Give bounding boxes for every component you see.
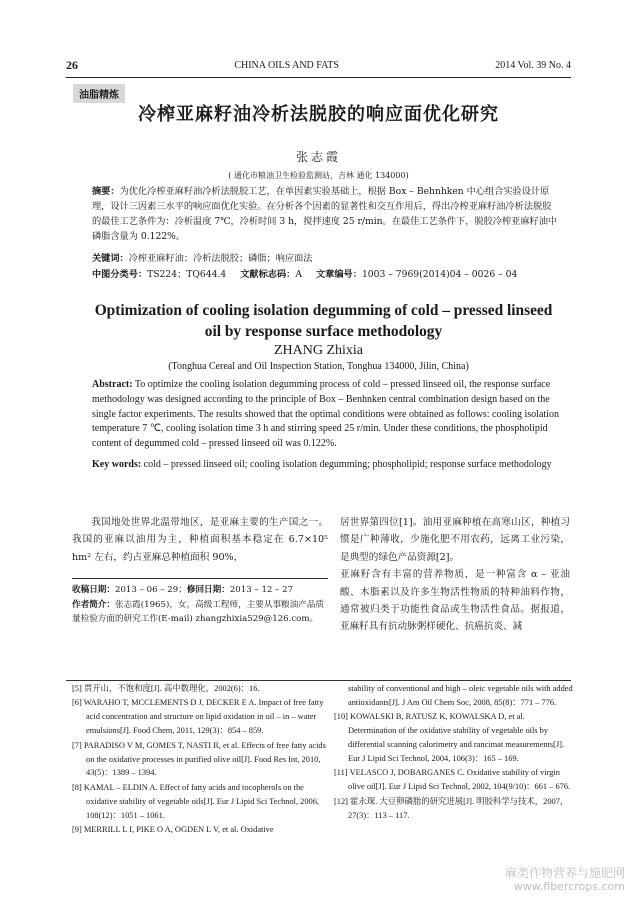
reference-item: [12] 霍永琛. 大豆卵磷脂的研究进展[J]. 明胶科学与技术，2007，27(3)：113 – 117. [334, 796, 569, 820]
running-header [66, 56, 571, 74]
chinese-abstract [92, 184, 559, 244]
article-no-value: 1003 – 7969(2014)04 – 0026 – 04 [361, 269, 518, 280]
reference-item: [9] MERRILL L I, PIKE O A, OGDEN L V, et al. Oxidative [72, 825, 274, 835]
english-keywords-label: Key words: [92, 459, 142, 470]
abstract-label: 摘要： [92, 186, 120, 197]
document-code [240, 266, 302, 280]
page-number: 26 [66, 57, 78, 72]
body-right-column: 居世界第四位[1]。油用亚麻种植在高寒山区，种植习惯是广种薄收，少施化肥不用农药，远离工业污染，是典型的绿色产品资源[2]。 亚麻籽含有丰富的营养物质，是一种富含 α – 亚油酸、木脂素以及许多生物活性物质的特种油料作物，通常被归类于功能性食品或生物活性食品。据报道，亚麻籽具有抗动脉粥样硬化、抗癌抗炎、减 [340, 517, 570, 633]
received-date: 2013 – 06 – 29； [114, 585, 187, 595]
chinese-keywords [92, 251, 559, 266]
revised-label: 修回日期： [186, 585, 230, 595]
author-bio-label: 作者简介： [72, 599, 115, 610]
references-left [72, 682, 330, 837]
reference-item: [7] PARADISO V M, GOMES T, NASTI R, et al. Effects of free fatty acids on the oxidative processes in purified olive oil[J]. Food Res Int, 2010, 43(5)：1389 – 1394. [72, 740, 326, 778]
footnote-rule [72, 578, 328, 579]
issue-info: 2014 Vol. 39 No. 4 [495, 59, 571, 71]
footnote [72, 583, 328, 627]
reference-item: stability of conventional and high – oleic vegetable oils with added antioxidants[J]. J Am Oil Chem Soc, 2008, 85(8)：771 – 776. [348, 684, 573, 707]
english-abstract-label: Abstract: [92, 379, 133, 390]
doc-code-label: 文献标志码： [240, 269, 296, 280]
journal-name: CHINA OILS AND FATS [234, 59, 339, 71]
section-tag: 油脂精炼 [73, 84, 125, 103]
english-author: ZHANG Zhixia [273, 343, 364, 358]
english-abstract-text: To optimize the cooling isolation degumming process of cold – pressed linseed oil, the response surface methodology was designed according to the principle of Box – Benhnken central combination design based on the single factor experiments. The results showed that the optimal conditions were obtained as follows: cooling isolation temperature 7 ℃, cooling isolation time 3 h and stirring speed 25 r/min. Under these conditions, the phospholipid content of degummed cold – pressed linseed oil was 0.122%. [92, 379, 559, 450]
references-rule [66, 680, 571, 681]
doc-code-value: A [295, 269, 302, 280]
references-right [334, 682, 574, 823]
reference-item: [11] VELASCO J, DOBARGANES C. Oxidative stability of virgin olive oil[J]. Eur J Lipid Sci Technol, 2002, 104(9/10)：661 – 676. [334, 768, 571, 792]
english-abstract [92, 378, 559, 452]
chinese-author: 张志霞 [295, 150, 341, 164]
keywords-text: 冷榨亚麻籽油；冷析法脱胶；磷脂；响应面法 [128, 253, 313, 264]
article-number [316, 266, 517, 280]
english-keywords [92, 458, 559, 473]
english-keywords-text: cold – pressed linseed oil; cooling isolation degumming; phospholipid; response surface methodology [143, 459, 552, 470]
clc-value: TS224；TQ644.4 [147, 269, 227, 280]
keywords-label: 关键词： [92, 253, 129, 264]
reference-item: [10] KOWALSKI B, RATUSZ K, KOWALSKA D, et al. Determination of the oxidative stability of vegetable oils by differential scanning calorimetry and rancimat measurements[J]. Eur J Lipid Sci Technol, 2004, 106(3)：165 – 169. [334, 712, 565, 764]
english-title: Optimization of cooling isolation degumming of cold – pressed linseed oil by response surface methodology [94, 302, 553, 340]
header-rule [66, 77, 571, 78]
footnote-dates [72, 583, 328, 598]
chinese-affiliation: ( 通化市粮油卫生检验监测站，吉林 通化 134000) [228, 171, 409, 180]
article-no-label: 文章编号： [316, 269, 362, 280]
received-label: 收稿日期： [72, 585, 115, 595]
reference-item: [6] WARAHO T, MCCLEMENTS D J, DECKER E A. Impact of free fatty acid concentration and structure on lipid oxidation in oil – in – water emulsions[J]. Food Chem, 2011, 129(3)：854 – 859. [72, 698, 324, 736]
clc-label: 中图分类号： [92, 269, 148, 280]
classification-row [92, 266, 559, 280]
english-affiliation: (Tonghua Cereal and Oil Inspection Station, Tonghua 134000, Jilin, China) [168, 361, 469, 372]
watermark-url: www.fibercrops.com [513, 880, 625, 893]
chinese-title: 冷榨亚麻籽油冷析法脱胶的响应面优化研究 [138, 104, 499, 125]
abstract-text: 为优化冷榨亚麻籽油冷析法脱胶工艺，在单因素实验基础上，根据 Box – Behnhken 中心组合实验设计原理，设计三因素三水平的响应面优化实验。在分析各个因素的显著性和交互作用后，得出冷榨亚麻籽油冷析法脱胶的最佳工艺条件为：冷析温度 7℃，冷析时间 3 h，搅拌速度 25 r/min。在最佳工艺条件下，脱胶冷榨亚麻籽油中磷脂含量为 0.122%。 [92, 186, 558, 242]
clc-code [92, 266, 226, 280]
watermark-title: 麻类作物营养与施肥网 [504, 866, 625, 880]
reference-item: [8] KAMAL – ELDIN A. Effect of fatty acids and tocopherols on the oxidative stability of vegetable oils[J]. Eur J Lipid Sci Technol, 2006, 108(12)：1051 – 1061. [72, 782, 320, 820]
body-left-column: 我国地处世界北温带地区，是亚麻主要的生产国之一。我国的亚麻以油用为主，种植面积基本稳定在 6.7×10⁵ hm² 左右，约占亚麻总种植面积 90%， [72, 517, 328, 563]
author-bio: 张志霞(1965)，女，高级工程师，主要从事粮油产品质量检验方面的研究工作(E-mail) zhangzhixia529@126.com。 [72, 599, 325, 625]
revised-date: 2013 – 12 – 27 [229, 585, 294, 595]
footnote-author [72, 598, 328, 627]
reference-item: [5] 贾开山，不饱和度[J]. 高中数理化，2002(6)：16. [72, 684, 260, 693]
